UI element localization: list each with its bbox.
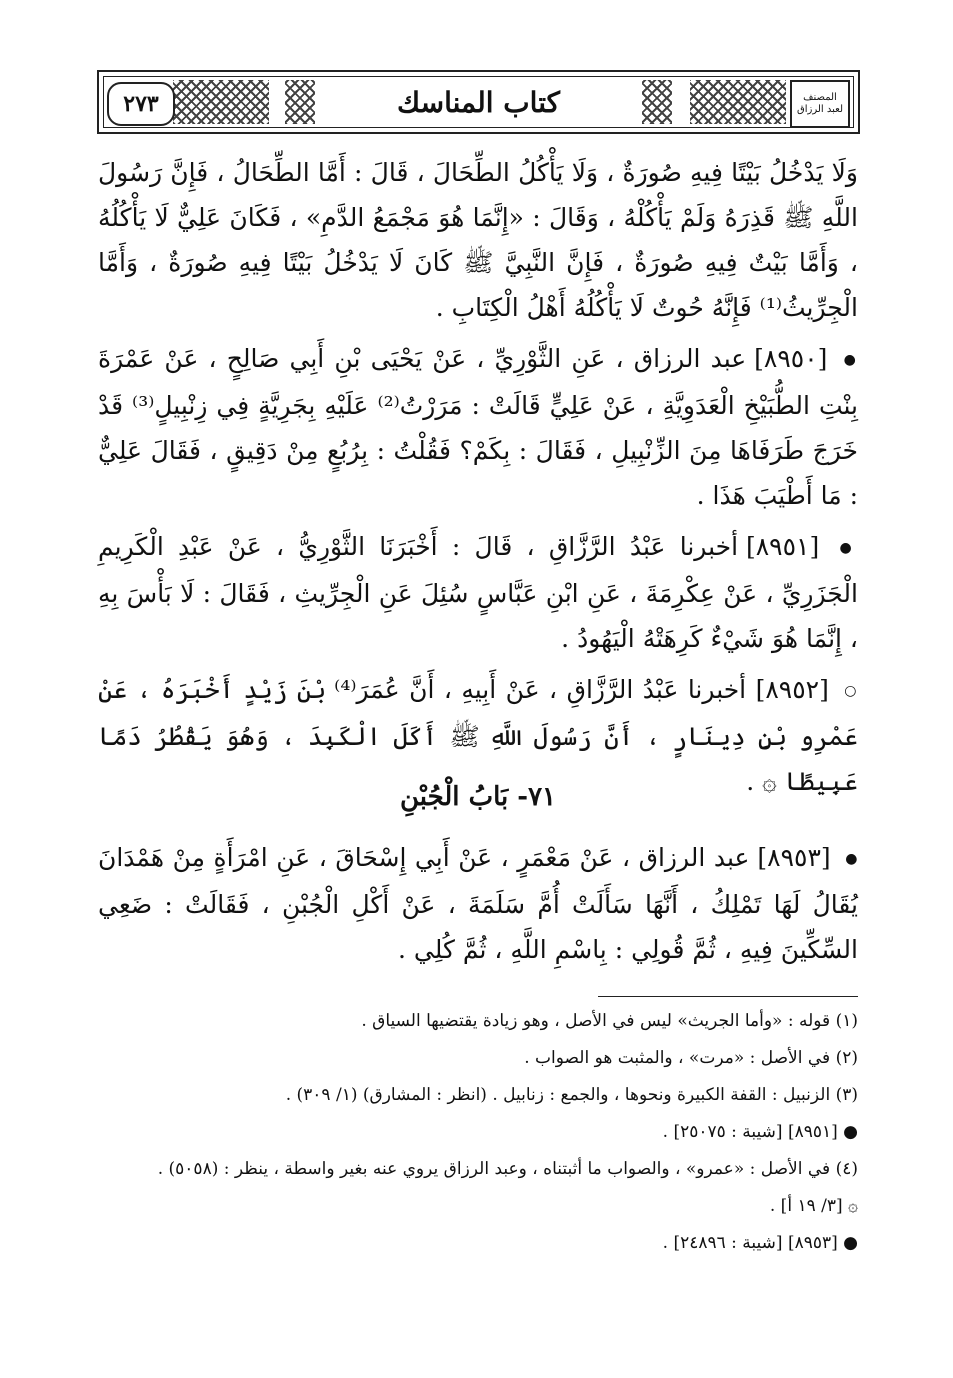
footnote-2: (٢) في الأصل : «مرت» ، والمثبت هو الصواب .	[524, 1048, 858, 1068]
main-text	[98, 150, 858, 804]
publisher-seal	[790, 80, 850, 128]
seal-line-1: المصنف	[803, 92, 837, 103]
hadith-marker: ●	[843, 352, 859, 368]
hadith-8950	[98, 336, 858, 518]
paragraph-text: وَلَا يَدْخُلُ بَيْتًا فِيهِ صُورَةٌ ، وَلَا يَأْكُلُ الطِّحَالَ ، قَالَ : أَمَّا الطِّحَالُ ، فَإِنَّ رَسُولَ اللَّهِ ﷺ قَذِرَهُ وَلَمْ يَأْكُلْهُ ، وَقَالَ : «إِنَّمَا هُوَ مَجْمَعُ الدَّمِ» ، فَكَانَ عَلِيٌّ لَا يَأْكُلُهُ ، وَأَمَّا بَيْتٌ فِيهِ صُورَةٌ ، فَإِنَّ النَّبِيَّ ﷺ كَانَ لَا يَدْخُلُ بَيْتًا فِيهِ صُورَةٌ ، وَأَمَّا الْجِرِّيثُ⁽¹⁾ فَإِنَّهُ حُوتٌ لَا يَأْكُلُهُ أَهْلُ الْكِتَابِ .	[98, 158, 858, 322]
hadith-marker: ●	[845, 851, 859, 867]
book-title: كتاب المناسك	[339, 78, 618, 126]
seal-line-2: لعبد الرزاق	[796, 104, 844, 115]
hadith-8951	[98, 524, 858, 661]
hadith-text: [٨٩٥٢] أخبرنا عَبْدُ الرَّزَّاقِ ، عَنْ أَبِيهِ ، أَنَّ عُمَرَ⁽⁴⁾ بْنَ زَيْدٍ أَخْبَرَهُ ، عَنْ عَمْرِو بْنِ دِينَارٍ ، أَنَّ رَسُولَ اللَّهِ ﷺ أَكَلَ الْكَبِدَ ، وَهُوَ يَقْطُرُ دَمًا عَبِيطًا ۞ .	[98, 675, 858, 796]
footnote-4: (٤) في الأصل : «عمرو» ، والصواب ما أثبتناه ، وعبد الرزاق يروي عنه بغير واسطة ، ينظر : (٥٠٥٨) .	[157, 1159, 858, 1179]
footnote-ref-8953: ● [٨٩٥٣] [شيبة : ٢٤٨٩٦] .	[662, 1233, 858, 1253]
hadith-text: [٨٩٥١] أخبرنا عَبْدُ الرَّزَّاقِ ، قَالَ : أَخْبَرَنَا الثَّوْرِيُّ ، عَنْ عَبْدِ الْكَرِيمِ الْجَزَرِيِّ ، عَنْ عِكْرِمَةَ ، عَنِ ابْنِ عَبَّاسٍ سُئِلَ عَنِ الْجِرِّيثِ ، فَقَالَ : لَا بَأْسَ بِهِ ، إِنَّمَا هُوَ شَيْءٌ كَرِهَتْهُ الْيَهُودُ .	[98, 532, 858, 653]
hadith-text: [٨٩٥٠] عبد الرزاق ، عَنِ الثَّوْرِيِّ ، عَنْ يَحْيَى بْنِ أَبِي صَالِحٍ ، عَنْ عَمْرَةَ بِنْتِ الطُّبَيْخِ الْعَدَوِيَّةِ ، عَنْ عَلِيٍّ قَالَتْ : مَرَرْتُ⁽²⁾ عَلَيْهِ بِجَرِيَّةٍ فِي زِنْبِيلٍ⁽³⁾ قَدْ خَرَجَ طَرَفَاهَا مِنَ الزِّنْبِيلِ ، فَقَالَ : بِكَمْ؟ فَقُلْتُ : بِرُبُعٍ مِنْ دَقِيقٍ ، فَقَالَ عَلِيٌّ : مَا أَطْيَبَ هَذَا .	[98, 344, 858, 510]
chapter-text	[98, 835, 858, 972]
hadith-marker: ○	[844, 683, 858, 699]
header-ornament-right	[690, 80, 786, 124]
footnotes	[98, 1010, 858, 1269]
chapter-heading: ٧١- بَابُ الْجُبْنِ	[399, 782, 557, 812]
paragraph-continuation	[98, 150, 858, 330]
header-ornament-inner-right	[642, 80, 672, 124]
footnote-folio: ۞ [٣/ ١٩ أ] .	[769, 1196, 858, 1216]
hadith-marker: ●	[839, 540, 859, 556]
header-ornament-inner-left	[285, 80, 315, 124]
footnote-3: (٣) الزنبيل : القفة الكبيرة ونحوها ، والجمع : زنابيل . (انظر : المشارق) (١/ ٣٠٩) .	[285, 1085, 858, 1105]
header-ornament-left	[173, 80, 269, 124]
footnote-ref-8951: ● [٨٩٥١] [شيبة : ٢٥٠٧٥] .	[662, 1122, 858, 1142]
page-header	[97, 70, 860, 134]
footnote-1: (١) قوله : «وأما الجريث» ليس في الأصل ، وهو زيادة يقتضيها السياق .	[361, 1011, 858, 1031]
footnote-divider	[598, 996, 858, 997]
page-number: ٢٧٣	[107, 82, 175, 126]
hadith-8953	[98, 835, 858, 972]
hadith-text: [٨٩٥٣] عبد الرزاق ، عَنْ مَعْمَرٍ ، عَنْ أَبِي إِسْحَاقَ ، عَنِ امْرَأَةٍ مِنْ هَمْدَانَ يُقَالُ لَهَا تَمْلِكُ ، أَنَّهَا سَأَلَتْ أُمَّ سَلَمَةَ ، عَنْ أَكْلِ الْجُبْنِ ، فَقَالَتْ : ضَعِي السِّكِّينَ فِيهِ ، ثُمَّ قُولِي : بِاسْمِ اللَّهِ ، ثُمَّ كُلِي .	[98, 843, 858, 964]
